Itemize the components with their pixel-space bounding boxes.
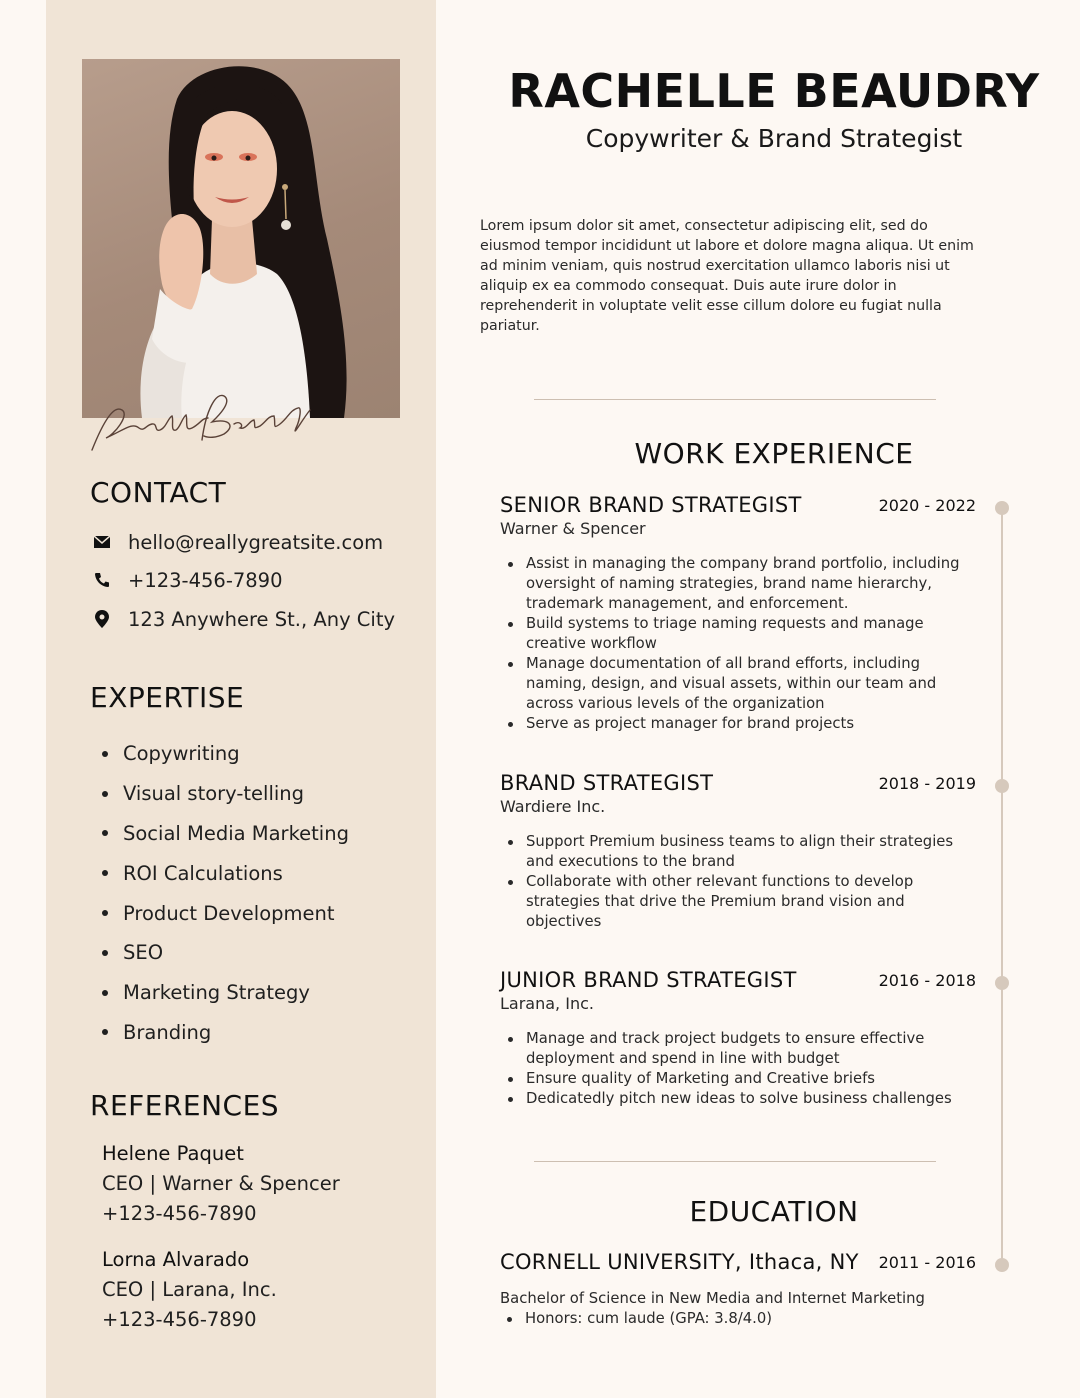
references-heading: REFERENCES: [90, 1089, 280, 1122]
job-bullet: Collaborate with other relevant functions to develop strategies that drive the Premium brand vision and objectives: [526, 872, 976, 932]
job-bullets: [500, 554, 976, 734]
contact-email-text: hello@reallygreatsite.com: [128, 530, 384, 554]
job-entry: [500, 968, 976, 1109]
contact-phone-text: +123-456-7890: [128, 568, 283, 592]
expertise-item: Visual story-telling: [102, 774, 349, 814]
section-divider: [534, 1161, 936, 1162]
main-column: [436, 0, 1080, 1398]
education-honors: Honors: cum laude (GPA: 3.8/4.0): [525, 1309, 980, 1329]
job-years: 2018 - 2019: [878, 774, 976, 793]
job-bullet: Dedicatedly pitch new ideas to solve business challenges: [526, 1089, 976, 1109]
job-entry: [500, 771, 976, 932]
job-bullet: Build systems to triage naming requests and manage creative workflow: [526, 614, 976, 654]
reference-title: CEO | Warner & Spencer: [102, 1172, 340, 1195]
timeline-dot: [995, 501, 1009, 515]
education-years: 2011 - 2016: [878, 1253, 976, 1272]
job-bullet: Support Premium business teams to align their strategies and executions to the brand: [526, 832, 976, 872]
job-title: JUNIOR BRAND STRATEGIST: [500, 968, 797, 992]
expertise-item: Social Media Marketing: [102, 814, 349, 854]
location-pin-icon: [92, 609, 112, 629]
expertise-item: ROI Calculations: [102, 853, 349, 893]
reference-name: Lorna Alvarado: [102, 1248, 250, 1271]
education-bullets: [500, 1309, 980, 1329]
contact-phone[interactable]: [92, 567, 282, 593]
job-company: Warner & Spencer: [500, 519, 646, 538]
timeline-dot: [995, 976, 1009, 990]
job-bullet: Assist in managing the company brand portfolio, including oversight of naming strategies, brand name hierarchy, trademark management, and enforcement.: [526, 554, 976, 614]
education-heading: EDUCATION: [689, 1195, 859, 1228]
timeline-dot: [995, 1258, 1009, 1272]
candidate-name: RACHELLE BEAUDRY: [508, 64, 1040, 118]
signature-graphic: [84, 380, 324, 460]
contact-address: [92, 606, 395, 632]
job-bullet: Serve as project manager for brand projects: [526, 714, 976, 734]
candidate-role: Copywriter & Brand Strategist: [585, 124, 963, 153]
expertise-item: Marketing Strategy: [102, 973, 349, 1013]
job-bullet: Manage and track project budgets to ensure effective deployment and spend in line with budget: [526, 1029, 976, 1069]
section-divider: [534, 399, 936, 400]
job-company: Larana, Inc.: [500, 994, 594, 1013]
job-bullet: Manage documentation of all brand efforts, including naming, design, and visual assets, within our team and across various levels of the organization: [526, 654, 976, 714]
reference-entry: [102, 1139, 340, 1229]
job-bullets: [500, 832, 976, 932]
contact-email[interactable]: [92, 529, 383, 555]
reference-phone: +123-456-7890: [102, 1202, 257, 1225]
education-detail: [500, 1289, 980, 1329]
timeline-line: [1001, 508, 1003, 1265]
education-entry: [500, 1250, 976, 1274]
expertise-item: Copywriting: [102, 734, 349, 774]
expertise-item: Product Development: [102, 893, 349, 933]
expertise-heading: EXPERTISE: [90, 681, 245, 714]
job-title: BRAND STRATEGIST: [500, 771, 714, 795]
job-entry: [500, 493, 976, 734]
job-title: SENIOR BRAND STRATEGIST: [500, 493, 802, 517]
job-bullet: Ensure quality of Marketing and Creative briefs: [526, 1069, 976, 1089]
job-company: Wardiere Inc.: [500, 797, 606, 816]
timeline-dot: [995, 779, 1009, 793]
contact-address-text: 123 Anywhere St., Any City: [128, 607, 396, 631]
job-years: 2020 - 2022: [878, 496, 976, 515]
expertise-item: Branding: [102, 1013, 349, 1053]
expertise-list: [102, 734, 349, 1052]
mail-icon: [92, 532, 112, 552]
reference-phone: +123-456-7890: [102, 1308, 257, 1331]
education-school: CORNELL UNIVERSITY, Ithaca, NY: [500, 1250, 859, 1274]
job-bullets: [500, 1029, 976, 1109]
expertise-item: SEO: [102, 933, 349, 973]
reference-title: CEO | Larana, Inc.: [102, 1278, 277, 1301]
education-degree: Bachelor of Science in New Media and Internet Marketing: [500, 1290, 925, 1307]
reference-entry: [102, 1245, 277, 1335]
contact-heading: CONTACT: [90, 476, 227, 509]
work-experience-heading: WORK EXPERIENCE: [634, 437, 914, 470]
profile-photo: [82, 59, 400, 418]
job-years: 2016 - 2018: [878, 971, 976, 990]
profile-summary: Lorem ipsum dolor sit amet, consectetur adipiscing elit, sed do eiusmod tempor incididunt ut labore et dolore magna aliqua. Ut enim ad minim veniam, quis nostrud exercitation ullamco laboris nisi ut aliquip ex ea commodo consequat. Duis aute irure dolor in reprehenderit in voluptate velit esse cillum dolore eu fugiat nulla pariatur.: [480, 218, 974, 334]
reference-name: Helene Paquet: [102, 1142, 244, 1165]
phone-icon: [92, 570, 112, 590]
